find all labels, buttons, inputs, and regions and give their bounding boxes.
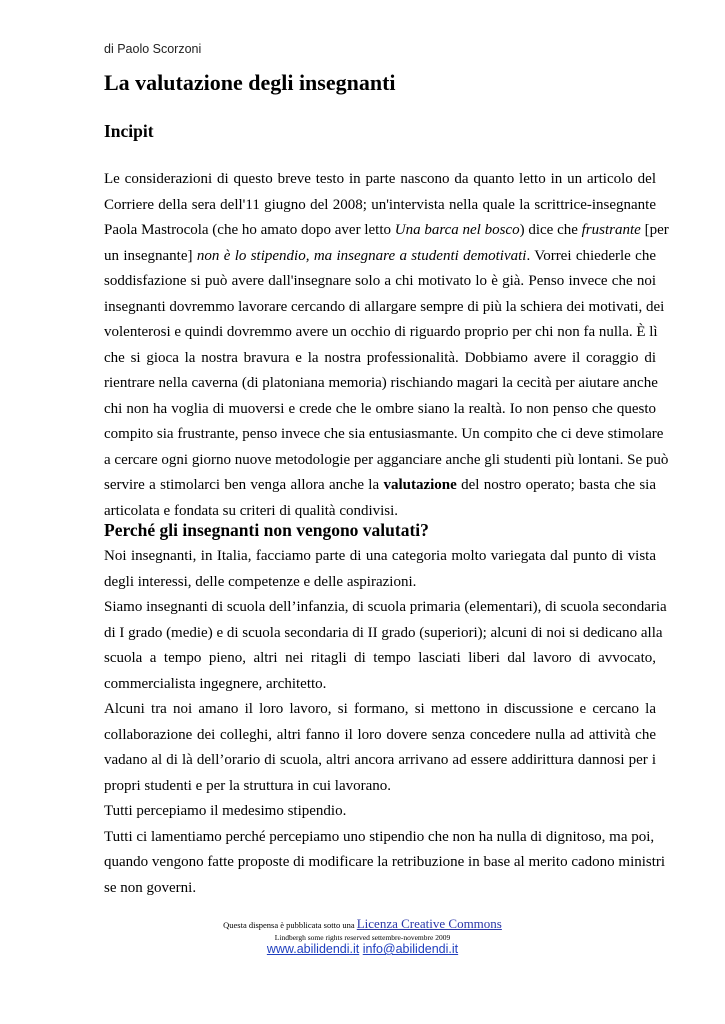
text-line (104, 473, 656, 499)
text-segment: che si gioca la nostra bravura e la nostra professionalità. Dobbiamo avere il coraggio di (104, 349, 656, 366)
text-segment: Siamo insegnanti di scuola dell’infanzia, di scuola primaria (elementari), di scuola secondaria (104, 599, 667, 615)
license-prefix: Questa dispensa è pubblicata sotto una (223, 920, 355, 930)
text-line (104, 774, 656, 800)
text-line (104, 697, 656, 723)
license-notice (0, 916, 725, 932)
text-line (104, 167, 656, 193)
italic-text: Una barca nel bosco (394, 222, 520, 238)
author-line: di Paolo Scorzoni (104, 42, 202, 56)
text-segment: se non governi. (104, 879, 197, 896)
text-line (104, 448, 669, 474)
text-line (104, 595, 667, 621)
text-segment: soddisfazione si può avere dall'insegnare solo a chi motivato lo è già. Penso invece che noi (104, 273, 656, 289)
text-segment: degli interessi, delle competenze e delle aspirazioni. (104, 573, 417, 590)
text-segment: propri studenti e per la struttura in cui lavorano. (104, 777, 391, 794)
text-line (104, 371, 656, 397)
document-title: La valutazione degli insegnanti (104, 70, 396, 95)
text-segment: collaborazione dei colleghi, altri fanno il loro dovere senza concedere nulla ad attività che (104, 726, 656, 743)
text-segment: Tutti ci lamentiamo perché percepiamo uno stipendio che non ha nulla di dignitoso, ma poi, (104, 828, 655, 845)
text-segment: . Vorrei chiederle che (526, 247, 656, 264)
text-segment: volenterosi e quindi dovremmo avere un occhio di riguardo proprio per chi non fa nulla. È lì (104, 324, 658, 340)
website-link[interactable]: www.abilidendi.it (266, 942, 360, 956)
text-line (104, 346, 656, 372)
text-segment: chi non ha voglia di muoversi e crede che le ombre siano la realtà. Io non penso che questo (104, 400, 656, 417)
contact-links (0, 942, 725, 956)
section-heading-incipit: Incipit (104, 121, 154, 141)
text-line (104, 621, 663, 647)
rights-notice: Lindbergh some rights reserved settembre-novembre 2009 (274, 933, 451, 942)
text-segment: servire a stimolarci ben venga allora anche la (104, 477, 384, 493)
text-segment: rientrare nella caverna (di platoniana memoria) rischiando magari la cecità per aiutare anche (104, 375, 658, 391)
text-line (104, 244, 656, 270)
italic-text: frustrante (581, 222, 641, 238)
text-line (104, 397, 656, 423)
text-segment: Noi insegnanti, in Italia, facciamo parte di una categoria molto variegata dal punto di vista (104, 548, 656, 564)
italic-text: non è lo stipendio, ma insegnare a studenti demotivati (196, 247, 527, 264)
text-line (104, 320, 656, 346)
text-line (104, 646, 656, 672)
text-line (104, 799, 656, 825)
text-line (104, 193, 656, 219)
text-segment: Le considerazioni di questo breve testo in parte nascono da quanto letto in un articolo del (104, 171, 656, 187)
text-segment: vadano al di là dell’orario di scuola, altri ancora arrivano ad essere addirittura dannosi per i (104, 752, 656, 768)
section-body-valutazione (104, 544, 667, 901)
text-segment: quando vengono fatte proposte di modificare la retribuzione in base al merito cadono ministri (104, 854, 666, 870)
text-segment: a cercare ogni giorno nuove metodologie per agganciare anche gli studenti più lontani. Se può (104, 451, 669, 468)
text-segment: di I grado (medie) e di scuola secondaria di II grado (superiori); alcuni di noi si dedicano alla (104, 624, 663, 641)
text-segment: ) dice che (519, 222, 582, 238)
bold-text: valutazione (383, 477, 457, 493)
section-heading-valutazione: Perché gli insegnanti non vengono valutati? (104, 520, 429, 540)
license-link[interactable]: Licenza Creative Commons (356, 916, 502, 931)
text-line (104, 876, 656, 902)
text-segment: scuola a tempo pieno, altri nei ritagli di tempo lasciati liberi dal lavoro di avvocato, (104, 650, 656, 666)
text-line (104, 218, 669, 244)
text-segment: del nostro operato; basta che sia (456, 477, 656, 493)
text-segment: articolata e fondata su criteri di qualità condivisi. (104, 502, 399, 519)
text-line (104, 422, 664, 448)
text-line (104, 723, 656, 749)
text-segment: Tutti percepiamo il medesimo stipendio. (104, 803, 347, 819)
text-line (104, 269, 656, 295)
text-line (104, 544, 656, 570)
text-segment: [per (640, 222, 669, 238)
text-segment: commercialista ingegnere, architetto. (104, 675, 327, 692)
text-segment: insegnanti dovremmo lavorare cercando di allargare sempre di più la schiera dei motivati, dei (104, 298, 665, 315)
text-segment: Corriere della sera dell'11 giugno del 2008; un'intervista nella quale la scrittrice-insegnante (104, 196, 656, 213)
text-segment: Paola Mastrocola (che ho amato dopo aver letto (104, 222, 395, 238)
section-body-incipit (104, 167, 669, 524)
text-line (104, 570, 656, 596)
email-link[interactable]: info@abilidendi.it (362, 942, 459, 956)
text-line (104, 295, 665, 321)
text-line (104, 850, 666, 876)
text-line (104, 825, 656, 851)
text-segment: compito sia frustrante, penso invece che sia entusiasmante. Un compito che ci deve stimolare (104, 426, 664, 442)
text-line (104, 672, 656, 698)
text-line (104, 748, 656, 774)
text-segment: un insegnante] (104, 247, 197, 264)
text-segment: Alcuni tra noi amano il loro lavoro, si formano, si mettono in discussione e cercano la (104, 701, 656, 717)
